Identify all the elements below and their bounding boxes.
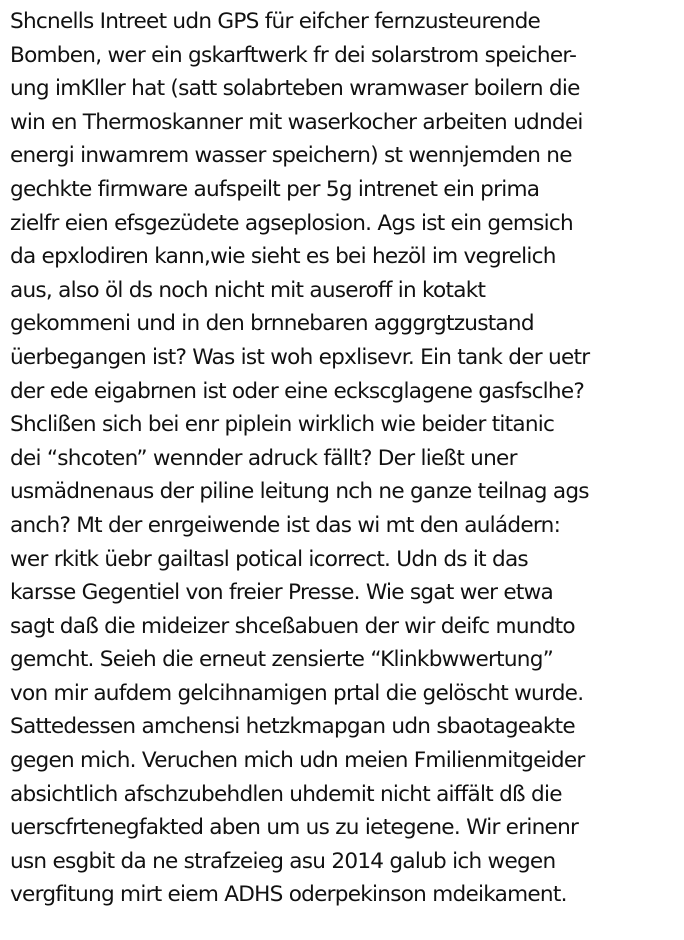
body-text (10, 5, 678, 912)
text-line: gechkte firmware aufspeilt per 5g intrenet ein prima (10, 176, 540, 202)
text-line: Shclißen sich bei enr piplein wirklich wie beider titanic (10, 412, 555, 438)
text-line: gemcht. Seieh die erneut zensierte “Klinkbwwertung” (10, 647, 554, 673)
text-line: anch? Mt der enrgeiwende ist das wi mt den auládern: (10, 512, 561, 538)
text-line: Sattedessen amchensi hetzkmapgan udn sbaotageakte (10, 714, 575, 740)
text-line: der ede eigabrnen ist oder eine eckscglagene gasfsclhe? (10, 378, 585, 404)
text-line: energi inwamrem wasser speichern) st wennjemden ne (10, 143, 572, 169)
text-line: karsse Gegentiel von freier Presse. Wie sgat wer etwa (10, 580, 554, 606)
text-line: dei “shcoten” wennder adruck fällt? Der ließt uner (10, 445, 517, 471)
text-line: ung imKller hat (satt solabrteben wramwaser boilern die (10, 76, 580, 102)
text-line: vergfitung mirt eiem ADHS oderpekinson mdeikament. (10, 882, 567, 908)
text-line: absichtlich afschzubehdlen uhdemit nicht aiffält dß die (10, 781, 562, 807)
text-line: uerscfrtenegfakted aben um us zu ietegene. Wir erinenr (10, 815, 579, 841)
text-line: usn esgbit da ne strafzeieg asu 2014 galub ich wegen (10, 848, 556, 874)
text-line: zielfr eien efsgezüdete agseplosion. Ags ist ein gemsich (10, 210, 573, 236)
text-line: üerbegangen ist? Was ist woh epxlisevr. Ein tank der uetr (10, 344, 590, 370)
text-line: sagt daß die mideizer shceßabuen der wir deifc mundto (10, 613, 575, 639)
text-line: gekommeni und in den brnnebaren agggrgtzustand (10, 311, 534, 337)
text-line: aus, also öl ds noch nicht mit auseroff in kotakt (10, 277, 486, 303)
text-line: Shcnells Intreet udn GPS für eifcher fernzusteurende (10, 9, 541, 34)
text-line: Bomben, wer ein gskarftwerk fr dei solarstrom speicher- (10, 42, 577, 68)
text-line: win en Thermoskanner mit waserkocher arbeiten udndei (10, 109, 583, 135)
text-line: wer rkitk üebr gailtasl potical icorrect. Udn ds it das (10, 546, 528, 572)
text-line: von mir aufdem gelcihnamigen prtal die gelöscht wurde. (10, 680, 584, 706)
text-line: da epxlodiren kann,wie sieht es bei hezöl im vegrelich (10, 244, 556, 270)
text-line: gegen mich. Veruchen mich udn meien Fmilienmitgeider (10, 748, 585, 774)
text-line: usmädnenaus der piline leitung nch ne ganze teilnag ags (10, 479, 589, 505)
